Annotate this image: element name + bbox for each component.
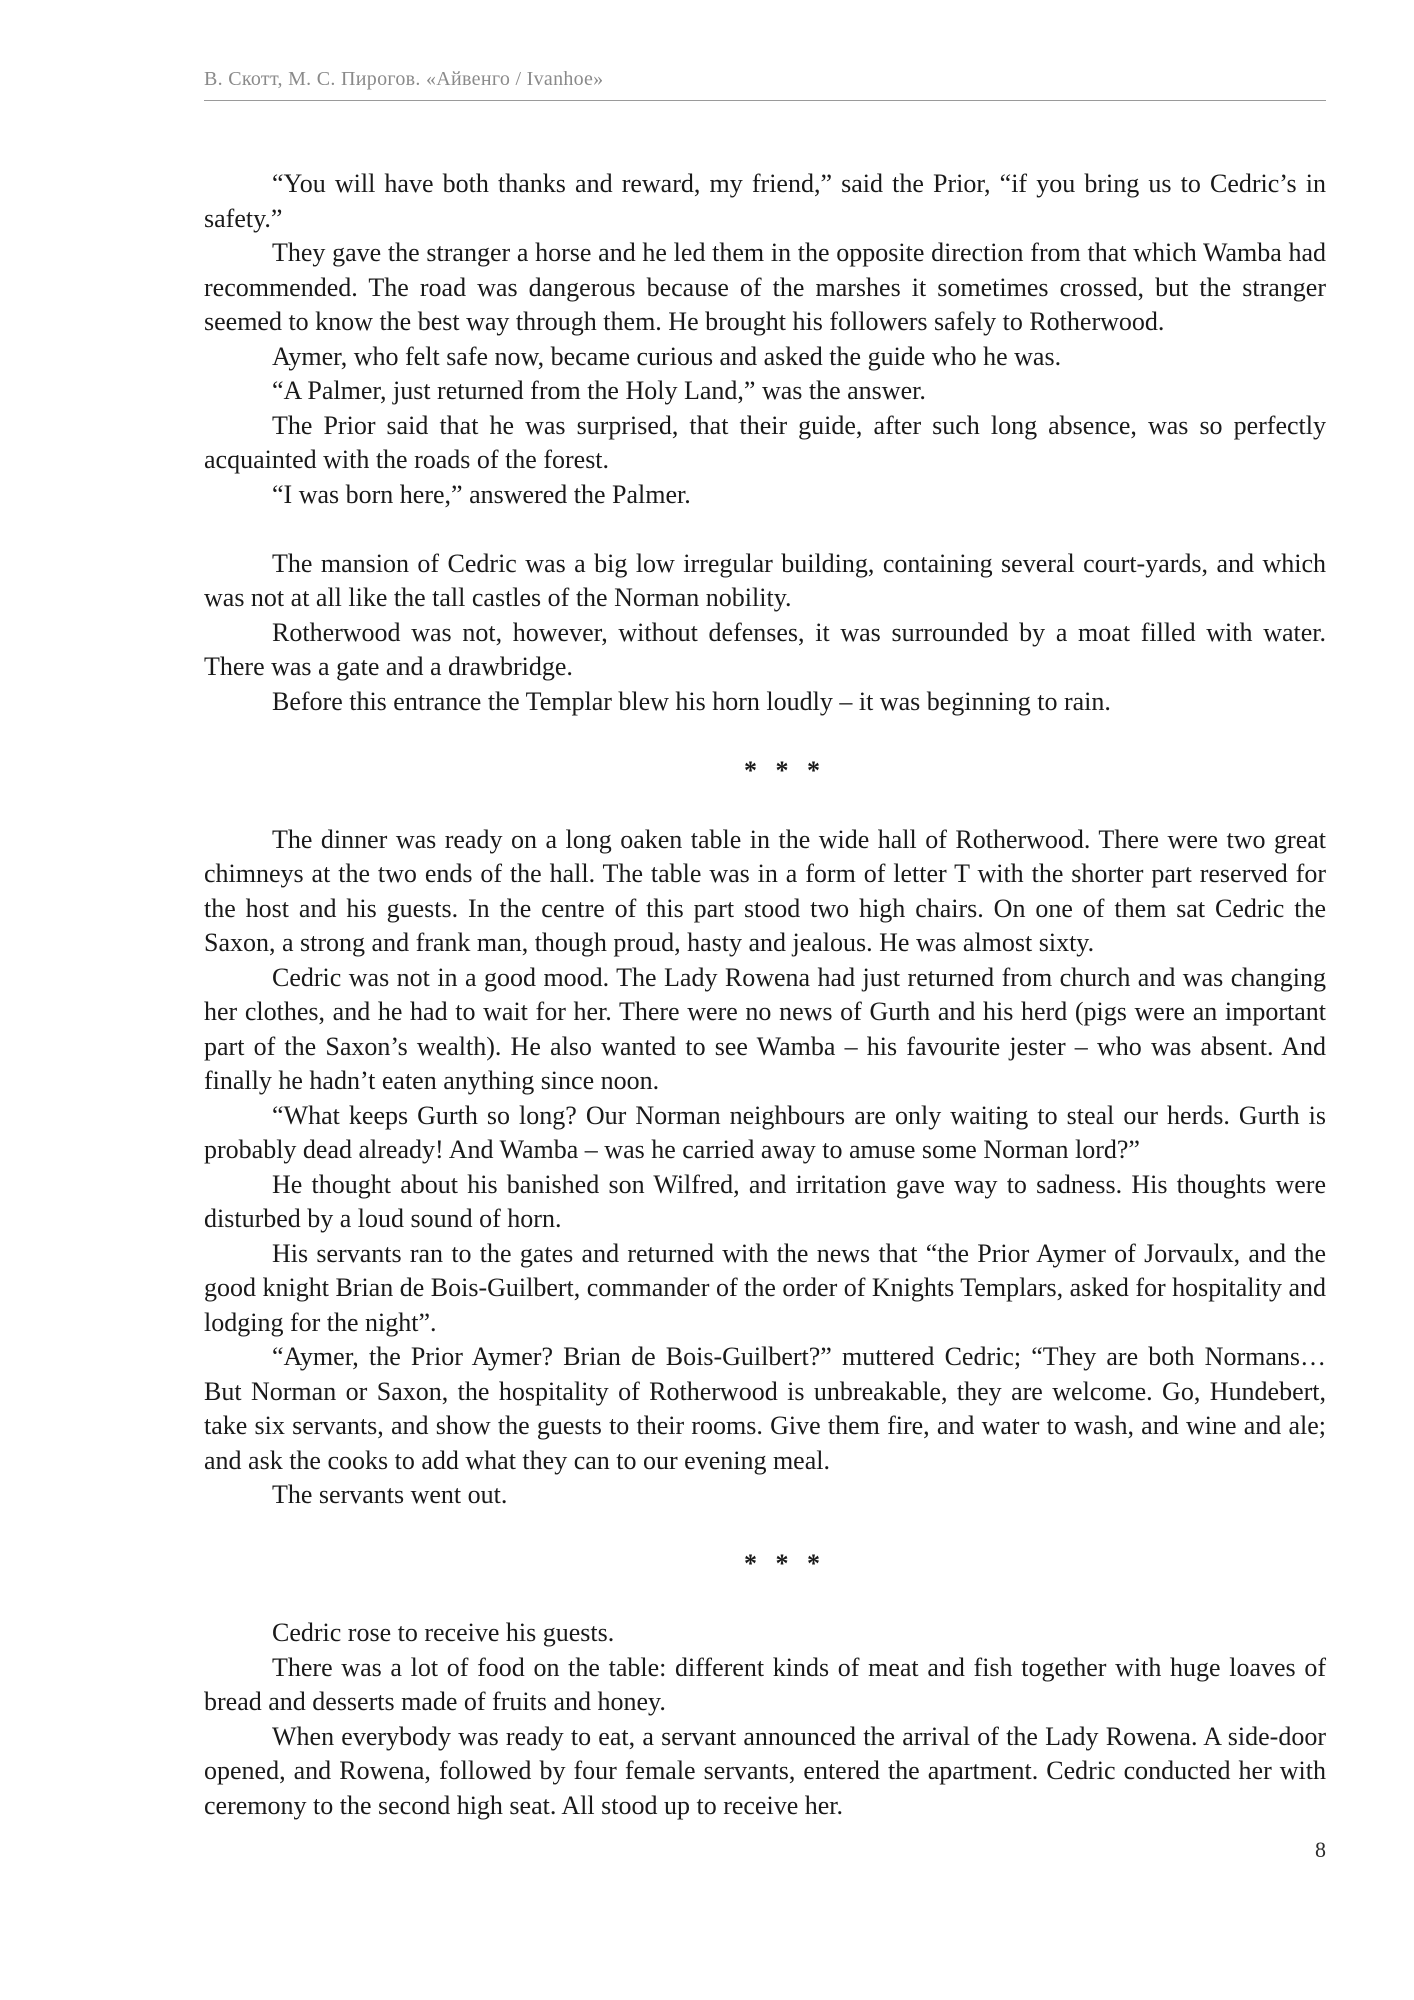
running-header: В. Скотт, М. С. Пирогов. «Айвенго / Ivanhoe»	[204, 66, 1326, 101]
paragraph: They gave the stranger a horse and he led them in the opposite direction from that which Wamba had recommended. The road was dangerous because of the marshes it sometimes crossed, but the stranger seemed to know the best way through them. He brought his followers safely to Rotherwood.	[204, 238, 1326, 336]
paragraph: Before this entrance the Templar blew his horn loudly – it was beginning to rain.	[272, 686, 1111, 716]
paragraph: There was a lot of food on the table: different kinds of meat and fish together with huge loaves of bread and desserts made of fruits and honey.	[204, 1652, 1326, 1716]
paragraph: “Aymer, the Prior Aymer? Brian de Bois-Guilbert?” muttered Cedric; “They are both Normans… But Norman or Saxon, the hospitality of Rotherwood is unbreakable, they are welcome. Go, Hundebert, take six servants, and show the guests to their rooms. Give them fire, and water to wash, and wine and ale; and ask the cooks to add what they can to our evening meal.	[204, 1342, 1326, 1475]
paragraph: “You will have both thanks and reward, my friend,” said the Prior, “if you bring us to Cedric’s in safety.”	[204, 169, 1326, 233]
paragraph: The Prior said that he was surprised, that their guide, after such long absence, was so perfectly acquainted with the roads of the forest.	[204, 410, 1326, 474]
paragraph: His servants ran to the gates and returned with the news that “the Prior Aymer of Jorvaulx, and the good knight Brian de Bois-Guilbert, commander of the order of Knights Templars, asked for hospitality and lodging for the night”.	[204, 1238, 1326, 1337]
section-break: * * *	[744, 755, 826, 785]
paragraph: Cedric was not in a good mood. The Lady Rowena had just returned from church and was changing her clothes, and he had to wait for her. There were no news of Gurth and his herd (pigs were an important part of the Saxon’s wealth). He also wanted to see Wamba – his favourite jester – who was absent. And finally he hadn’t eaten anything since noon.	[204, 962, 1326, 1095]
page-number: 8	[1315, 1837, 1326, 1862]
section-break: * * *	[744, 1549, 826, 1578]
paragraph: When everybody was ready to eat, a servant announced the arrival of the Lady Rowena. A side-door opened, and Rowena, followed by four female servants, entered the apartment. Cedric conducted her with ceremony to the second high seat. All stood up to receive her.	[204, 1721, 1326, 1820]
paragraph: Cedric rose to receive his guests.	[272, 1618, 615, 1647]
paragraph: The servants went out.	[272, 1480, 508, 1509]
paragraph: “A Palmer, just returned from the Holy Land,” was the answer.	[272, 376, 926, 405]
paragraph: The mansion of Cedric was a big low irregular building, containing several court-yards, and which was not at all like the tall castles of the Norman nobility.	[204, 548, 1326, 612]
page-body	[204, 167, 1326, 1823]
paragraph: “What keeps Gurth so long? Our Norman neighbours are only waiting to steal our herds. Gurth is probably dead already! And Wamba – was he carried away to amuse some Norman lord?”	[204, 1100, 1326, 1164]
paragraph: Rotherwood was not, however, without defenses, it was surrounded by a moat filled with water. There was a gate and a drawbridge.	[204, 617, 1326, 681]
paragraph: The dinner was ready on a long oaken table in the wide hall of Rotherwood. There were two great chimneys at the two ends of the hall. The table was in a form of letter T with the shorter part reserved for the host and his guests. In the centre of this part stood two high chairs. On one of them sat Cedric the Saxon, a strong and frank man, though proud, hasty and jealous. He was almost sixty.	[204, 824, 1326, 957]
paragraph: Aymer, who felt safe now, became curious and asked the guide who he was.	[272, 341, 1062, 371]
paragraph: He thought about his banished son Wilfred, and irritation gave way to sadness. His thoughts were disturbed by a loud sound of horn.	[204, 1169, 1326, 1233]
paragraph: “I was born here,” answered the Palmer.	[272, 479, 691, 509]
